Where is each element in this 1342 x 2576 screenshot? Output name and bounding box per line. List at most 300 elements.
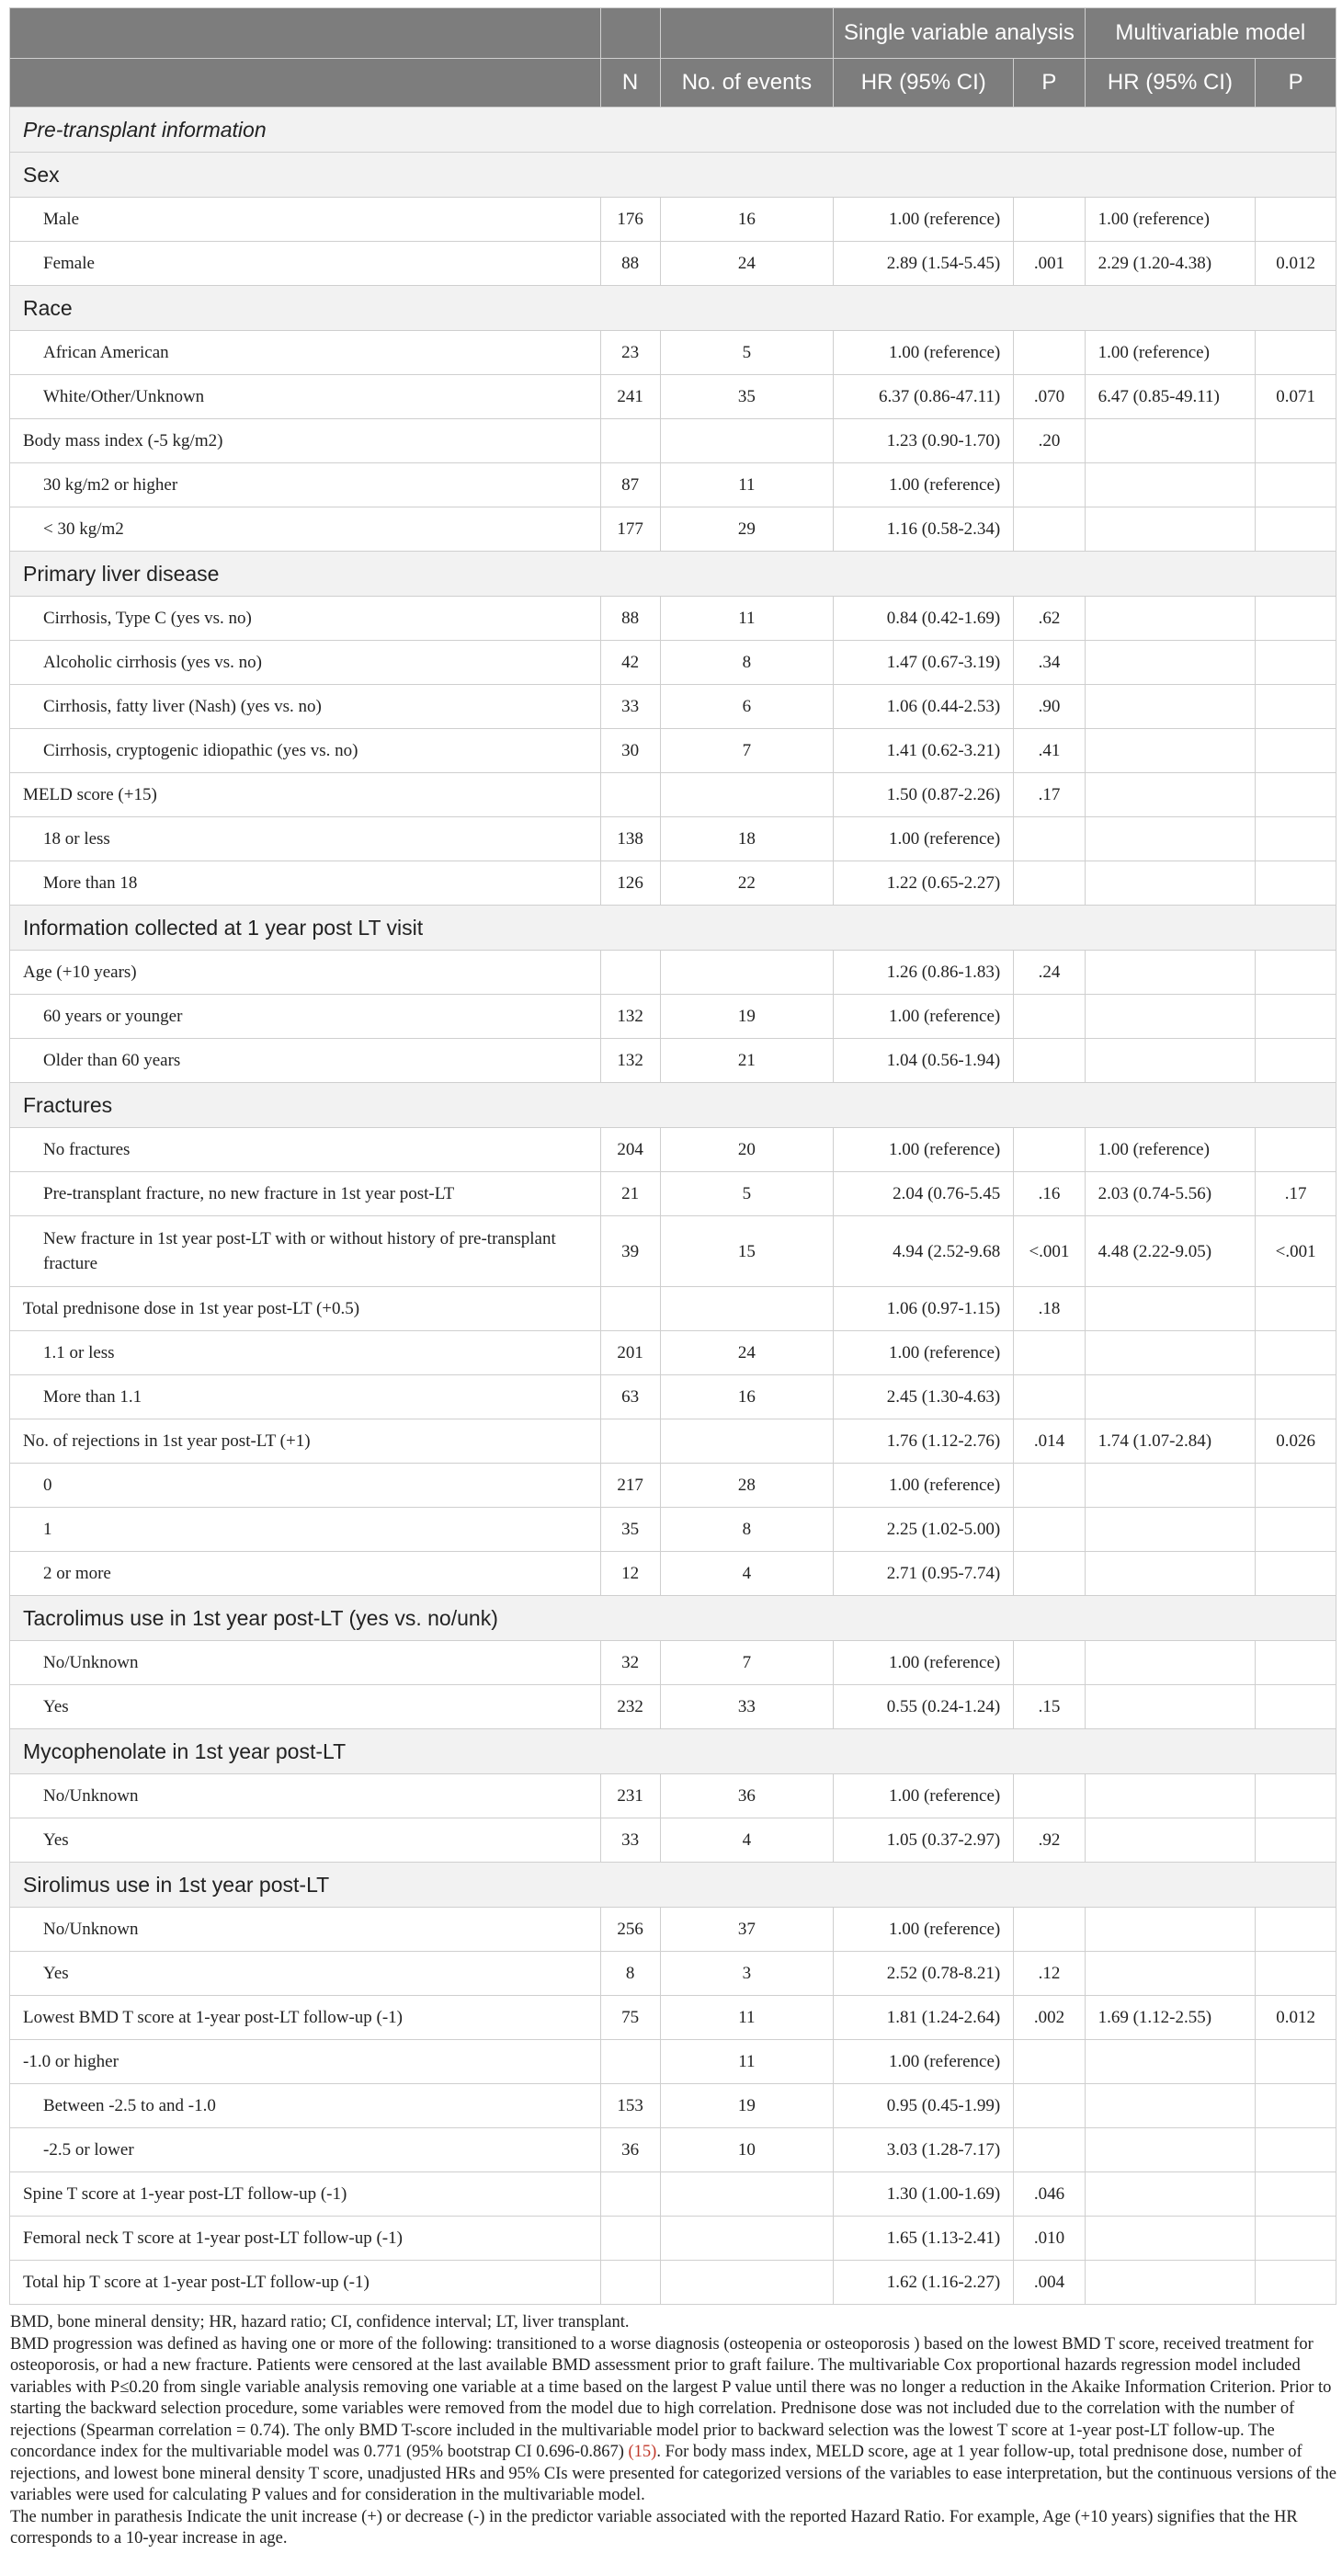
header-variable-cell (10, 8, 601, 59)
hr-multi-cell: 1.00 (reference) (1085, 1128, 1256, 1172)
hr-single-cell: 1.00 (reference) (834, 198, 1014, 242)
events-cell: 36 (660, 1774, 834, 1818)
n-cell: 177 (600, 507, 660, 552)
p-multi-cell (1256, 2128, 1336, 2172)
p-single-cell (1014, 1508, 1085, 1552)
p-single-cell (1014, 1331, 1085, 1375)
events-cell (660, 2172, 834, 2217)
variable-cell: Older than 60 years (10, 1039, 601, 1083)
events-cell: 15 (660, 1216, 834, 1287)
p-multi-cell (1256, 995, 1336, 1039)
n-cell: 36 (600, 2128, 660, 2172)
n-cell (600, 773, 660, 817)
table-row (10, 1952, 1336, 1996)
hr-single-cell: 1.16 (0.58-2.34) (834, 507, 1014, 552)
variable-cell: < 30 kg/m2 (10, 507, 601, 552)
p-single-cell (1014, 817, 1085, 861)
events-cell: 24 (660, 1331, 834, 1375)
table-row (10, 2040, 1336, 2084)
table-row (10, 1128, 1336, 1172)
variable-cell: Age (+10 years) (10, 951, 601, 995)
table-row (10, 463, 1336, 507)
variable-cell: Yes (10, 1952, 601, 1996)
header-n: N (600, 59, 660, 108)
events-cell: 11 (660, 2040, 834, 2084)
n-cell: 132 (600, 995, 660, 1039)
n-cell: 75 (600, 1996, 660, 2040)
table-row (10, 1552, 1336, 1596)
p-single-cell: .002 (1014, 1996, 1085, 2040)
p-single-cell (1014, 1039, 1085, 1083)
hr-multi-cell (1085, 861, 1256, 906)
footnote-abbreviations: BMD, bone mineral density; HR, hazard ratio; CI, confidence interval; LT, liver transplant. (10, 2313, 630, 2331)
p-single-cell: .18 (1014, 1287, 1085, 1331)
events-cell: 7 (660, 1641, 834, 1685)
p-multi-cell (1256, 729, 1336, 773)
hr-single-cell: 1.00 (reference) (834, 1464, 1014, 1508)
hr-single-cell: 1.00 (reference) (834, 817, 1014, 861)
table-row (10, 1287, 1336, 1331)
variable-cell: Yes (10, 1818, 601, 1863)
hr-single-cell: 1.50 (0.87-2.26) (834, 773, 1014, 817)
variable-cell: No fractures (10, 1128, 601, 1172)
n-cell: 153 (600, 2084, 660, 2128)
events-cell: 3 (660, 1952, 834, 1996)
table-row (10, 1685, 1336, 1729)
hr-multi-cell (1085, 1331, 1256, 1375)
p-multi-cell (1256, 1952, 1336, 1996)
p-single-cell (1014, 1464, 1085, 1508)
header-hr-single: HR (95% CI) (834, 59, 1014, 108)
hr-multi-cell: 1.00 (reference) (1085, 331, 1256, 375)
p-multi-cell (1256, 419, 1336, 463)
variable-cell: No/Unknown (10, 1908, 601, 1952)
n-cell: 126 (600, 861, 660, 906)
table-row (10, 2128, 1336, 2172)
events-cell: 11 (660, 463, 834, 507)
n-cell: 217 (600, 1464, 660, 1508)
hr-multi-cell (1085, 507, 1256, 552)
table-row (10, 817, 1336, 861)
table-row (10, 1331, 1336, 1375)
section-label: Tacrolimus use in 1st year post-LT (yes vs. no/unk) (10, 1596, 1336, 1641)
table-row (10, 198, 1336, 242)
n-cell: 201 (600, 1331, 660, 1375)
events-cell: 21 (660, 1039, 834, 1083)
p-multi-cell: 0.012 (1256, 1996, 1336, 2040)
table-row (10, 641, 1336, 685)
variable-cell: Alcoholic cirrhosis (yes vs. no) (10, 641, 601, 685)
n-cell: 21 (600, 1172, 660, 1216)
p-single-cell (1014, 1128, 1085, 1172)
events-cell: 6 (660, 685, 834, 729)
p-multi-cell (1256, 1287, 1336, 1331)
n-cell: 33 (600, 1818, 660, 1863)
hr-multi-cell (1085, 685, 1256, 729)
header-p-single: P (1014, 59, 1085, 108)
events-cell: 29 (660, 507, 834, 552)
hr-single-cell: 0.95 (0.45-1.99) (834, 2084, 1014, 2128)
table-row (10, 331, 1336, 375)
n-cell: 138 (600, 817, 660, 861)
n-cell: 232 (600, 1685, 660, 1729)
events-cell: 33 (660, 1685, 834, 1729)
p-multi-cell (1256, 1375, 1336, 1419)
hr-single-cell: 1.26 (0.86-1.83) (834, 951, 1014, 995)
hr-multi-cell (1085, 995, 1256, 1039)
events-cell: 22 (660, 861, 834, 906)
p-single-cell: .34 (1014, 641, 1085, 685)
table-row (10, 1419, 1336, 1464)
footnote-definition (10, 2334, 1336, 2507)
hr-single-cell: 1.00 (reference) (834, 331, 1014, 375)
hr-multi-cell (1085, 1952, 1256, 1996)
table-row (10, 729, 1336, 773)
n-cell (600, 419, 660, 463)
table-row (10, 597, 1336, 641)
p-single-cell: <.001 (1014, 1216, 1085, 1287)
table-row (10, 1216, 1336, 1287)
p-single-cell: .20 (1014, 419, 1085, 463)
hr-single-cell: 1.62 (1.16-2.27) (834, 2261, 1014, 2305)
section-label: Primary liver disease (10, 552, 1336, 597)
hr-single-cell: 2.89 (1.54-5.45) (834, 242, 1014, 286)
variable-cell: Total prednisone dose in 1st year post-LT (+0.5) (10, 1287, 601, 1331)
n-cell: 132 (600, 1039, 660, 1083)
events-cell: 11 (660, 1996, 834, 2040)
section-row (10, 552, 1336, 597)
p-multi-cell (1256, 2172, 1336, 2217)
n-cell: 87 (600, 463, 660, 507)
hr-single-cell: 2.25 (1.02-5.00) (834, 1508, 1014, 1552)
table-row (10, 2261, 1336, 2305)
events-cell (660, 1287, 834, 1331)
p-single-cell: .004 (1014, 2261, 1085, 2305)
hr-single-cell: 2.52 (0.78-8.21) (834, 1952, 1014, 1996)
section-row (10, 1729, 1336, 1774)
variable-cell: African American (10, 331, 601, 375)
hr-multi-cell: 4.48 (2.22-9.05) (1085, 1216, 1256, 1287)
hr-single-cell: 0.55 (0.24-1.24) (834, 1685, 1014, 1729)
n-cell (600, 2172, 660, 2217)
events-cell: 19 (660, 995, 834, 1039)
n-cell (600, 1419, 660, 1464)
n-cell: 35 (600, 1508, 660, 1552)
hr-single-cell: 1.47 (0.67-3.19) (834, 641, 1014, 685)
hr-single-cell: 1.05 (0.37-2.97) (834, 1818, 1014, 1863)
p-multi-cell (1256, 463, 1336, 507)
header-single-variable-group: Single variable analysis (834, 8, 1085, 59)
variable-cell: Cirrhosis, cryptogenic idiopathic (yes vs. no) (10, 729, 601, 773)
p-single-cell: .92 (1014, 1818, 1085, 1863)
hr-multi-cell (1085, 1774, 1256, 1818)
footnote-definition-text: BMD progression was defined as having one or more of the following: transitioned to a worse diagnosis (osteopenia or osteoporosis ) based on the lowest BMD T score, received treatment for osteoporosis, or had a new fracture. Patients were censored at the last available BMD assessment prior to graft failure. The multivariable Cox proportional hazards regression model included variables with P≤0.20 from single variable analysis removing one variable at a time based on the largest P value until there was no longer a reduction in the Akaike Information Criterion. Prior to starting the backward selection procedure, some variables were removed from the model due to high correlation. Prednisone dose was not included due to the correlation with the number of rejections (Spearman correlation = 0.74). The only BMD T-score included in the multivariable model prior to backward selection was the lowest T score at 1-year post-LT follow-up. The concordance index for the multivariable model was 0.771 (95% bootstrap CI 0.696-0.867) (10, 2334, 1332, 2461)
table-row (10, 2172, 1336, 2217)
table-row (10, 685, 1336, 729)
variable-cell: Male (10, 198, 601, 242)
p-multi-cell (1256, 507, 1336, 552)
section-row (10, 1596, 1336, 1641)
hr-multi-cell: 2.29 (1.20-4.38) (1085, 242, 1256, 286)
p-multi-cell (1256, 2217, 1336, 2261)
p-multi-cell (1256, 951, 1336, 995)
p-single-cell (1014, 1552, 1085, 1596)
p-multi-cell (1256, 198, 1336, 242)
n-cell: 231 (600, 1774, 660, 1818)
section-row (10, 1863, 1336, 1908)
hr-single-cell: 1.41 (0.62-3.21) (834, 729, 1014, 773)
events-cell: 8 (660, 641, 834, 685)
header-n-spacer (600, 8, 660, 59)
events-cell: 16 (660, 198, 834, 242)
header-events: No. of events (660, 59, 834, 108)
events-cell: 24 (660, 242, 834, 286)
p-single-cell: .12 (1014, 1952, 1085, 1996)
n-cell (600, 2217, 660, 2261)
p-single-cell: .16 (1014, 1172, 1085, 1216)
section-row (10, 153, 1336, 198)
section-label: Mycophenolate in 1st year post-LT (10, 1729, 1336, 1774)
events-cell (660, 2261, 834, 2305)
p-single-cell: .17 (1014, 773, 1085, 817)
variable-cell: Female (10, 242, 601, 286)
n-cell (600, 2261, 660, 2305)
variable-cell: New fracture in 1st year post-LT with or without history of pre-transplant fracture (10, 1216, 601, 1287)
p-multi-cell: 0.026 (1256, 1419, 1336, 1464)
variable-cell: Pre-transplant fracture, no new fracture in 1st year post-LT (10, 1172, 601, 1216)
p-multi-cell (1256, 2040, 1336, 2084)
hr-single-cell: 1.00 (reference) (834, 1128, 1014, 1172)
events-cell: 5 (660, 331, 834, 375)
hr-multi-cell (1085, 2172, 1256, 2217)
hr-multi-cell (1085, 773, 1256, 817)
n-cell: 256 (600, 1908, 660, 1952)
p-single-cell: .62 (1014, 597, 1085, 641)
table-row (10, 419, 1336, 463)
n-cell: 176 (600, 198, 660, 242)
hr-single-cell: 1.00 (reference) (834, 1908, 1014, 1952)
p-single-cell (1014, 2084, 1085, 2128)
reference-link[interactable]: (15) (628, 2443, 657, 2461)
n-cell: 63 (600, 1375, 660, 1419)
hr-single-cell: 1.65 (1.13-2.41) (834, 2217, 1014, 2261)
table-row (10, 1774, 1336, 1818)
hr-multi-cell: 1.00 (reference) (1085, 198, 1256, 242)
p-multi-cell: <.001 (1256, 1216, 1336, 1287)
p-multi-cell (1256, 1641, 1336, 1685)
hr-multi-cell (1085, 1685, 1256, 1729)
header-variable-spacer (10, 59, 601, 108)
n-cell: 42 (600, 641, 660, 685)
variable-cell: Yes (10, 1685, 601, 1729)
n-cell: 23 (600, 331, 660, 375)
table-row (10, 1464, 1336, 1508)
events-cell: 16 (660, 1375, 834, 1419)
table-row (10, 2084, 1336, 2128)
events-cell (660, 2217, 834, 2261)
hr-single-cell: 0.84 (0.42-1.69) (834, 597, 1014, 641)
variable-cell: 1.1 or less (10, 1331, 601, 1375)
p-single-cell: .41 (1014, 729, 1085, 773)
p-single-cell (1014, 331, 1085, 375)
n-cell: 88 (600, 242, 660, 286)
p-multi-cell (1256, 773, 1336, 817)
hr-multi-cell (1085, 951, 1256, 995)
hr-single-cell: 1.81 (1.24-2.64) (834, 1996, 1014, 2040)
hr-multi-cell: 6.47 (0.85-49.11) (1085, 375, 1256, 419)
table-row (10, 773, 1336, 817)
hr-single-cell: 1.00 (reference) (834, 463, 1014, 507)
p-single-cell: .070 (1014, 375, 1085, 419)
table-row (10, 242, 1336, 286)
hr-single-cell: 2.04 (0.76-5.45 (834, 1172, 1014, 1216)
hr-single-cell: 1.06 (0.97-1.15) (834, 1287, 1014, 1331)
variable-cell: 18 or less (10, 817, 601, 861)
p-multi-cell (1256, 331, 1336, 375)
hr-multi-cell (1085, 2040, 1256, 2084)
hr-single-cell: 4.94 (2.52-9.68 (834, 1216, 1014, 1287)
header-row-columns (10, 59, 1336, 108)
hr-multi-cell (1085, 2261, 1256, 2305)
hr-single-cell: 1.30 (1.00-1.69) (834, 2172, 1014, 2217)
table-row (10, 1996, 1336, 2040)
p-multi-cell (1256, 1685, 1336, 1729)
n-cell: 30 (600, 729, 660, 773)
hr-multi-cell (1085, 1464, 1256, 1508)
variable-cell: No/Unknown (10, 1641, 601, 1685)
variable-cell: -1.0 or higher (10, 2040, 601, 2084)
hr-single-cell: 1.00 (reference) (834, 1331, 1014, 1375)
p-single-cell (1014, 2128, 1085, 2172)
events-cell: 20 (660, 1128, 834, 1172)
n-cell: 39 (600, 1216, 660, 1287)
variable-cell: Total hip T score at 1-year post-LT follow-up (-1) (10, 2261, 601, 2305)
hr-multi-cell: 1.69 (1.12-2.55) (1085, 1996, 1256, 2040)
header-p-multi: P (1256, 59, 1336, 108)
n-cell (600, 951, 660, 995)
p-multi-cell (1256, 1818, 1336, 1863)
variable-cell: Spine T score at 1-year post-LT follow-up (-1) (10, 2172, 601, 2217)
p-multi-cell: .17 (1256, 1172, 1336, 1216)
variable-cell: Cirrhosis, fatty liver (Nash) (yes vs. no) (10, 685, 601, 729)
events-cell: 28 (660, 1464, 834, 1508)
p-single-cell (1014, 198, 1085, 242)
section-label: Information collected at 1 year post LT visit (10, 906, 1336, 951)
hr-multi-cell (1085, 729, 1256, 773)
p-multi-cell: 0.012 (1256, 242, 1336, 286)
p-single-cell (1014, 1375, 1085, 1419)
p-single-cell: .010 (1014, 2217, 1085, 2261)
variable-cell: No/Unknown (10, 1774, 601, 1818)
table-row (10, 1908, 1336, 1952)
variable-cell: Between -2.5 to and -1.0 (10, 2084, 601, 2128)
events-cell: 35 (660, 375, 834, 419)
hr-multi-cell (1085, 817, 1256, 861)
footnote-parenthesis: The number in parathesis Indicate the unit increase (+) or decrease (-) in the predictor variable associated with the reported Hazard Ratio. For example, Age (+10 years) signifies that the HR corresponds to a 10-year increase in age. (10, 2507, 1298, 2548)
events-cell: 11 (660, 597, 834, 641)
hr-multi-cell: 1.74 (1.07-2.84) (1085, 1419, 1256, 1464)
events-cell: 7 (660, 729, 834, 773)
hr-single-cell: 1.06 (0.44-2.53) (834, 685, 1014, 729)
n-cell: 32 (600, 1641, 660, 1685)
p-single-cell (1014, 1641, 1085, 1685)
section-row (10, 906, 1336, 951)
hr-multi-cell (1085, 1508, 1256, 1552)
events-cell: 10 (660, 2128, 834, 2172)
events-cell: 19 (660, 2084, 834, 2128)
variable-cell: 0 (10, 1464, 601, 1508)
p-multi-cell (1256, 861, 1336, 906)
header-multivariable-group: Multivariable model (1085, 8, 1336, 59)
p-multi-cell (1256, 1774, 1336, 1818)
p-single-cell: .15 (1014, 1685, 1085, 1729)
n-cell: 12 (600, 1552, 660, 1596)
section-row (10, 1083, 1336, 1128)
variable-cell: 60 years or younger (10, 995, 601, 1039)
hr-single-cell: 2.45 (1.30-4.63) (834, 1375, 1014, 1419)
table-row (10, 1508, 1336, 1552)
variable-cell: No. of rejections in 1st year post-LT (+1) (10, 1419, 601, 1464)
hr-single-cell: 1.00 (reference) (834, 1774, 1014, 1818)
p-single-cell (1014, 463, 1085, 507)
variable-cell: Femoral neck T score at 1-year post-LT follow-up (-1) (10, 2217, 601, 2261)
events-cell (660, 1419, 834, 1464)
section-row (10, 286, 1336, 331)
hr-multi-cell (1085, 1641, 1256, 1685)
n-cell (600, 2040, 660, 2084)
events-cell: 4 (660, 1818, 834, 1863)
hr-multi-cell (1085, 1908, 1256, 1952)
variable-cell: MELD score (+15) (10, 773, 601, 817)
p-multi-cell (1256, 1908, 1336, 1952)
hr-multi-cell: 2.03 (0.74-5.56) (1085, 1172, 1256, 1216)
events-cell (660, 951, 834, 995)
table-row (10, 861, 1336, 906)
hr-single-cell: 1.00 (reference) (834, 1641, 1014, 1685)
p-single-cell (1014, 861, 1085, 906)
table-container (9, 7, 1336, 2550)
p-multi-cell (1256, 2261, 1336, 2305)
hr-multi-cell (1085, 1375, 1256, 1419)
p-multi-cell (1256, 817, 1336, 861)
events-cell (660, 419, 834, 463)
events-cell: 18 (660, 817, 834, 861)
events-cell: 37 (660, 1908, 834, 1952)
n-cell: 88 (600, 597, 660, 641)
hr-multi-cell (1085, 597, 1256, 641)
table-row (10, 2217, 1336, 2261)
events-cell: 8 (660, 1508, 834, 1552)
table-body (10, 108, 1336, 2305)
hr-multi-cell (1085, 1818, 1256, 1863)
p-multi-cell (1256, 2084, 1336, 2128)
table-footnotes (9, 2312, 1336, 2550)
n-cell: 8 (600, 1952, 660, 1996)
variable-cell: -2.5 or lower (10, 2128, 601, 2172)
table-row (10, 375, 1336, 419)
variable-cell: Body mass index (-5 kg/m2) (10, 419, 601, 463)
p-single-cell: .046 (1014, 2172, 1085, 2217)
hr-multi-cell (1085, 2084, 1256, 2128)
hr-multi-cell (1085, 1552, 1256, 1596)
hr-single-cell: 3.03 (1.28-7.17) (834, 2128, 1014, 2172)
events-cell (660, 773, 834, 817)
variable-cell: 1 (10, 1508, 601, 1552)
events-cell: 4 (660, 1552, 834, 1596)
variable-cell: More than 1.1 (10, 1375, 601, 1419)
section-label: Pre-transplant information (10, 108, 1336, 153)
table-row (10, 1039, 1336, 1083)
